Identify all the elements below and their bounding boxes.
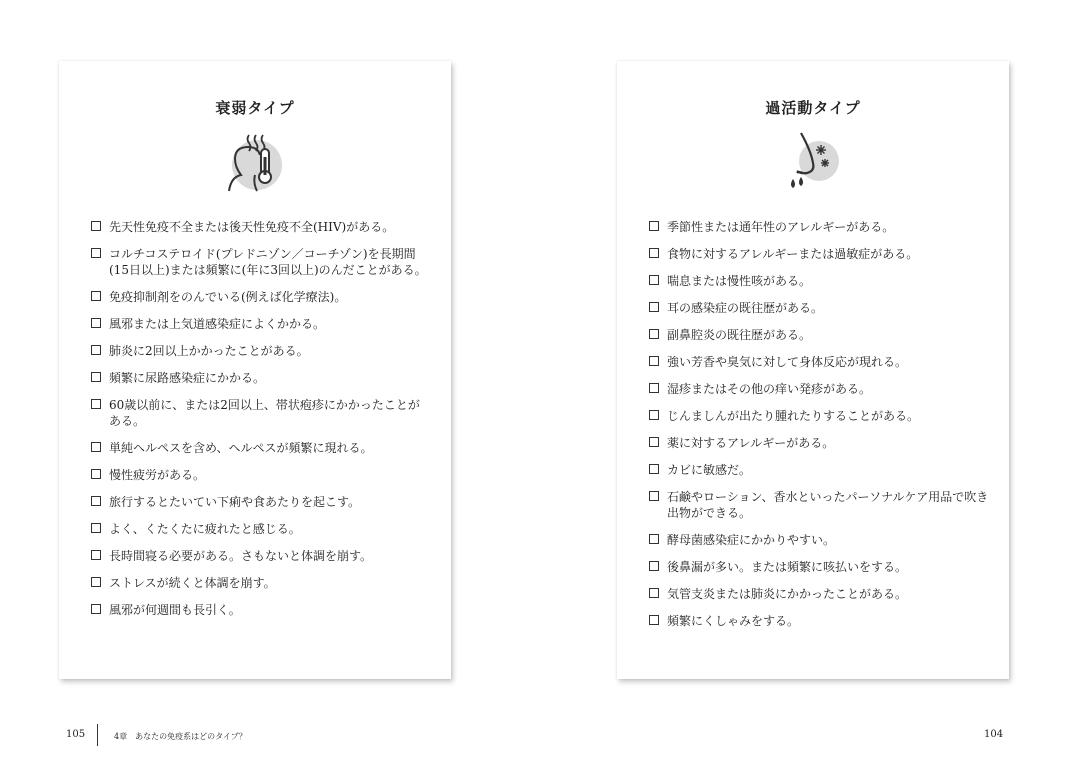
checklist-item bbox=[91, 219, 431, 235]
item-text: 季節性または通年性のアレルギーがある。 bbox=[667, 220, 895, 234]
checkbox[interactable] bbox=[649, 561, 659, 571]
checkbox[interactable] bbox=[91, 399, 101, 409]
checklist-item bbox=[649, 300, 989, 316]
checklist-item bbox=[649, 489, 989, 521]
checklist-item bbox=[91, 370, 431, 386]
checklist-item bbox=[649, 381, 989, 397]
item-text: 免疫抑制剤をのんでいる(例えば化学療法)。 bbox=[109, 290, 347, 304]
item-text: 頻繁にくしゃみをする。 bbox=[667, 614, 800, 628]
page-number-left: 105 bbox=[66, 729, 86, 740]
checkbox[interactable] bbox=[649, 410, 659, 420]
checklist-item bbox=[649, 246, 989, 262]
overactive-type-checklist bbox=[649, 219, 989, 640]
weak-type-card bbox=[59, 61, 451, 679]
card-title: 過活動タイプ bbox=[765, 99, 861, 117]
checkbox[interactable] bbox=[649, 356, 659, 366]
item-text: コルチコステロイド(プレドニゾン／コーチゾン)を長期間(15日以上)または頻繁に(年に3回以上)のんだことがある。 bbox=[109, 247, 427, 277]
item-text: 気管支炎または肺炎にかかったことがある。 bbox=[667, 587, 908, 601]
item-text: 後鼻漏が多い。または頻繁に咳払いをする。 bbox=[667, 560, 908, 574]
checklist-item bbox=[91, 289, 431, 305]
checkbox[interactable] bbox=[91, 221, 101, 231]
checkbox[interactable] bbox=[91, 496, 101, 506]
item-text: 長時間寝る必要がある。さもないと体調を崩す。 bbox=[109, 549, 373, 563]
item-text: 喘息または慢性咳がある。 bbox=[667, 274, 812, 288]
checklist-item bbox=[91, 343, 431, 359]
checkbox[interactable] bbox=[649, 437, 659, 447]
person-fever-thermometer-icon bbox=[225, 131, 285, 199]
item-text: 副鼻腔炎の既往歴がある。 bbox=[667, 328, 812, 342]
item-text: 風邪が何週間も長引く。 bbox=[109, 603, 241, 617]
checklist-item bbox=[91, 316, 431, 332]
checklist-item bbox=[91, 602, 431, 618]
chapter-title: 4章 あなたの免疫系はどのタイプ？ bbox=[114, 732, 247, 741]
checklist-item bbox=[649, 354, 989, 370]
checkbox[interactable] bbox=[91, 469, 101, 479]
checkbox[interactable] bbox=[649, 491, 659, 501]
item-text: 風邪または上気道感染症によくかかる。 bbox=[109, 317, 326, 331]
checkbox[interactable] bbox=[649, 588, 659, 598]
item-text: 頻繁に尿路感染症にかかる。 bbox=[109, 371, 266, 385]
checklist-item bbox=[91, 246, 431, 278]
checklist-item bbox=[91, 548, 431, 564]
checkbox[interactable] bbox=[91, 372, 101, 382]
checklist-item bbox=[649, 532, 989, 548]
item-text: カビに敏感だ。 bbox=[667, 463, 752, 477]
item-text: 湿疹またはその他の痒い発疹がある。 bbox=[667, 382, 872, 396]
item-text: じんましんが出たり腫れたりすることがある。 bbox=[667, 409, 920, 423]
overactive-type-card bbox=[617, 61, 1009, 679]
checkbox[interactable] bbox=[649, 464, 659, 474]
checkbox[interactable] bbox=[649, 534, 659, 544]
checklist-item bbox=[91, 494, 431, 510]
checkbox[interactable] bbox=[649, 615, 659, 625]
checklist-item bbox=[91, 521, 431, 537]
checkbox[interactable] bbox=[649, 221, 659, 231]
checklist-item bbox=[91, 467, 431, 483]
checkbox[interactable] bbox=[91, 248, 101, 258]
checklist-item bbox=[91, 575, 431, 591]
checkbox[interactable] bbox=[91, 523, 101, 533]
checklist-item bbox=[649, 586, 989, 602]
item-text: 慢性疲労がある。 bbox=[109, 468, 206, 482]
item-text: ストレスが続くと体調を崩す。 bbox=[109, 576, 276, 590]
item-text: 耳の感染症の既往歴がある。 bbox=[667, 301, 824, 315]
item-text: 酵母菌感染症にかかりやすい。 bbox=[667, 533, 836, 547]
checkbox[interactable] bbox=[649, 275, 659, 285]
checklist-item bbox=[649, 273, 989, 289]
page-number-right: 104 bbox=[984, 729, 1004, 740]
checklist-item bbox=[649, 462, 989, 478]
checkbox[interactable] bbox=[649, 302, 659, 312]
checkbox[interactable] bbox=[91, 291, 101, 301]
checklist-item bbox=[649, 435, 989, 451]
checkbox[interactable] bbox=[91, 318, 101, 328]
item-text: 先天性免疫不全または後天性免疫不全(HIV)がある。 bbox=[109, 220, 395, 234]
item-text: 60歳以前に、または2回以上、帯状疱疹にかかったことがある。 bbox=[109, 398, 420, 428]
card-title: 衰弱タイプ bbox=[215, 99, 295, 117]
checkbox[interactable] bbox=[649, 248, 659, 258]
item-text: 旅行するとたいてい下痢や食あたりを起こす。 bbox=[109, 495, 361, 509]
checkbox[interactable] bbox=[649, 383, 659, 393]
nose-allergy-pollen-icon bbox=[783, 131, 843, 199]
checklist-item bbox=[91, 397, 431, 429]
checkbox[interactable] bbox=[91, 550, 101, 560]
item-text: 肺炎に2回以上かかったことがある。 bbox=[109, 344, 309, 358]
checkbox[interactable] bbox=[91, 604, 101, 614]
checklist-item bbox=[649, 408, 989, 424]
checklist-item bbox=[649, 219, 989, 235]
weak-type-checklist bbox=[91, 219, 431, 629]
checklist-item bbox=[649, 327, 989, 343]
checkbox[interactable] bbox=[91, 345, 101, 355]
item-text: よく、くたくたに疲れたと感じる。 bbox=[109, 522, 301, 536]
item-text: 食物に対するアレルギーまたは過敏症がある。 bbox=[667, 247, 919, 261]
checkbox[interactable] bbox=[649, 329, 659, 339]
item-text: 強い芳香や臭気に対して身体反応が現れる。 bbox=[667, 355, 908, 369]
footer-divider bbox=[97, 724, 98, 746]
checklist-item bbox=[649, 559, 989, 575]
checkbox[interactable] bbox=[91, 442, 101, 452]
checklist-item bbox=[91, 440, 431, 456]
item-text: 薬に対するアレルギーがある。 bbox=[667, 436, 835, 450]
item-text: 石鹸やローション、香水といったパーソナルケア用品で吹き出物ができる。 bbox=[667, 490, 989, 520]
checklist-item bbox=[649, 613, 989, 629]
item-text: 単純ヘルペスを含め、ヘルペスが頻繁に現れる。 bbox=[109, 441, 373, 455]
checkbox[interactable] bbox=[91, 577, 101, 587]
